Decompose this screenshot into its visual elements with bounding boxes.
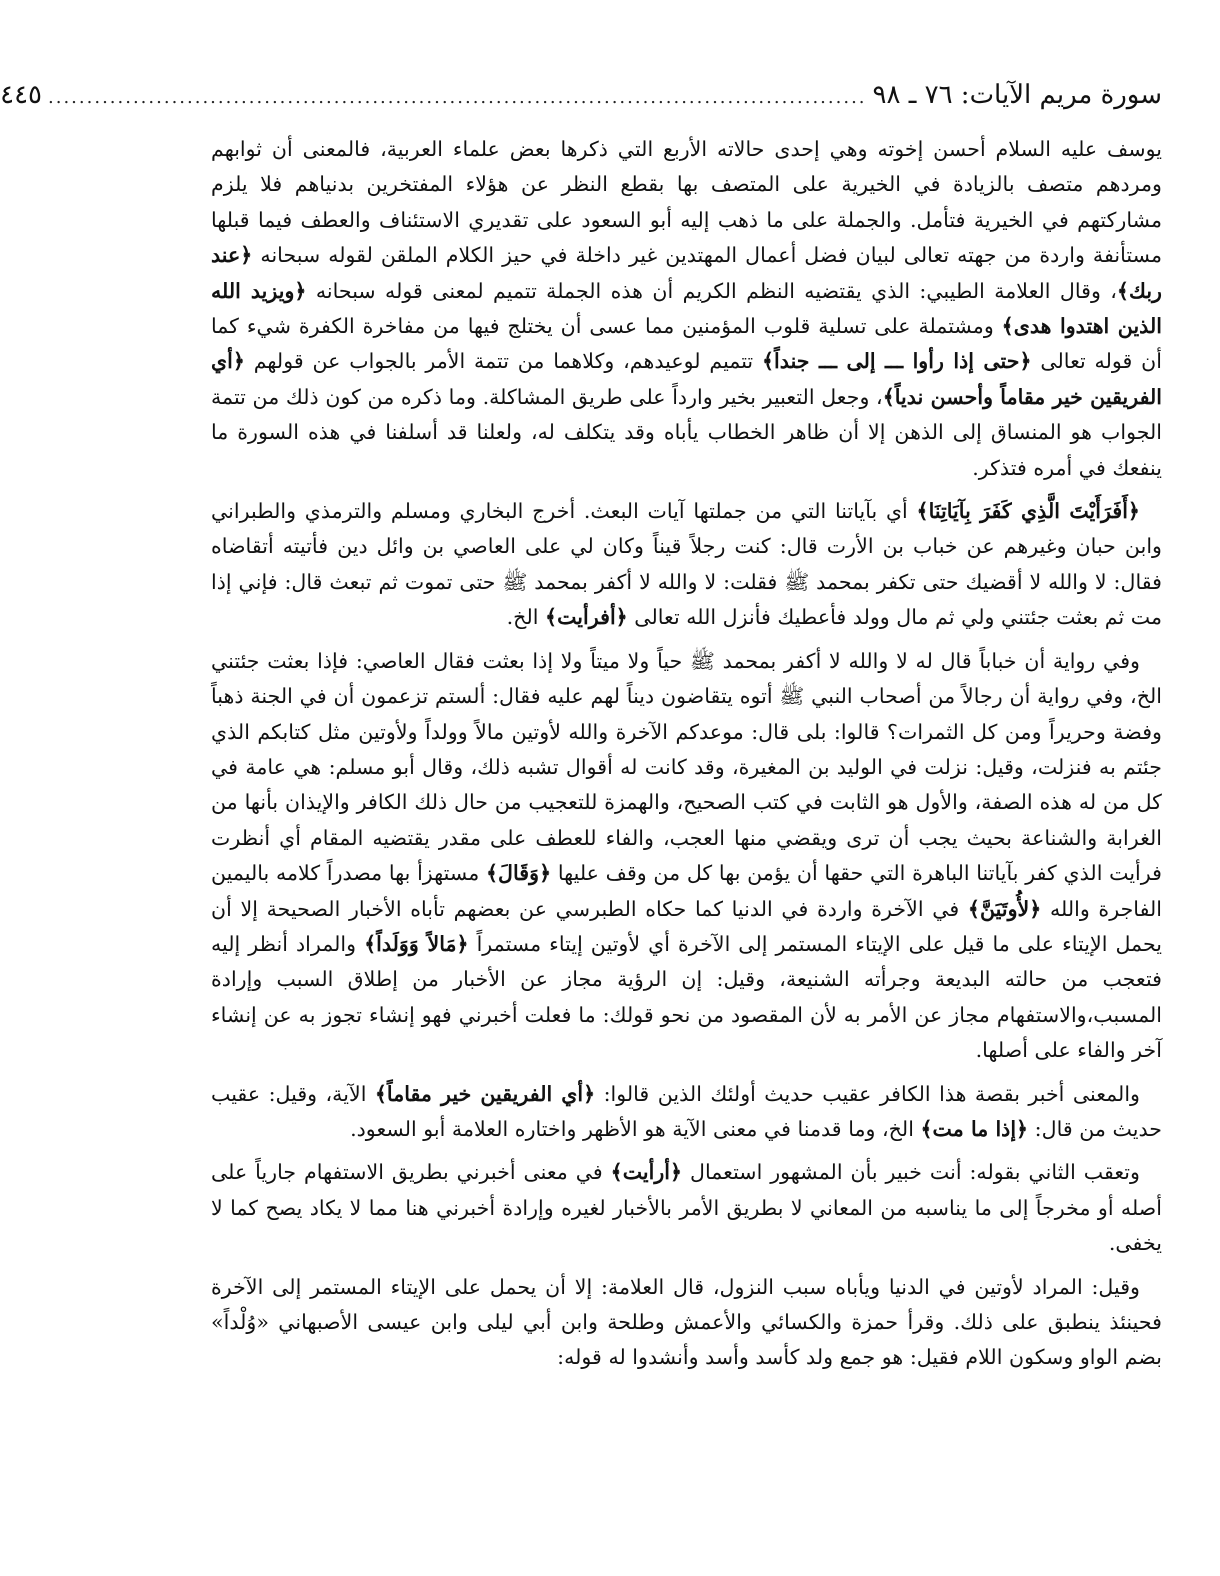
quran-quote: ﴿إذا ما مت﴾ [920, 1116, 1029, 1141]
page-number: ٤٤٥ [0, 80, 43, 110]
paragraph-text: وتعقب الثاني بقوله: أنت خبير بأن المشهور استعمال [682, 1160, 1140, 1185]
paragraph-text: والمعنى أخبر بقصة هذا الكافر عقيب حديث أولئك الذين قالوا: [595, 1081, 1140, 1106]
book-page [0, 70, 1163, 1536]
paragraph [211, 1077, 1162, 1148]
paragraph [211, 644, 1162, 1069]
sura-title: سورة مريم الآيات: ٧٦ ـ ٩٨ [872, 80, 1162, 110]
paragraph-text: في معنى أخبرني بطريق الاستفهام جارياً على أصله أو مخرجاً إلى ما يناسبه من المعاني لا بطريق الأمر بالأخبار لغيره وإرادة أخبرني هنا مما لا يكاد يصح كما لا يخفى. [211, 1160, 1162, 1256]
paragraph-text: الآية، وقيل: عقيب حديث من قال: [211, 1081, 1162, 1141]
paragraph-text: تتميم لوعيدهم، وكلاهما من تتمة الأمر بالجواب عن قولهم [244, 349, 762, 374]
paragraph-text: ومشتملة على تسلية قلوب المؤمنين مما عسى أن يختلج فيها من مفاخرة الكفرة شيء كما أن قوله تعالى [211, 314, 1163, 374]
quran-quote: ﴿أي الفريقين خير مقاماً﴾ [374, 1081, 596, 1106]
paragraph-text: مستهزأ بها مصدراً كلامه باليمين الفاجرة والله [211, 861, 1162, 921]
paragraph-text: أي بآياتنا التي من جملتها آيات البعث. أخرج البخاري ومسلم والترمذي والطبراني وابن حبان وغيرهم عن خباب بن الأرت قال: كنت رجلاً قيناً وكان لي على العاصي بن وائل دين فأتيته أتقاضاه فقال: لا والله لا أقضيك حتى تكفر بمحمد ﷺ فقلت: لا والله لا أكفر بمحمد ﷺ حتى تموت ثم تبعث قال: فإني إذا مت ثم بعثت جئتني ولي ثم مال وولد فأعطيك فأنزل الله تعالى [211, 499, 1162, 630]
paragraph-text: ، وجعل التعبير بخير وارداً على طريق المشاكلة. وما ذكره من كون ذلك من تتمة الجواب هو المنساق إلى الذهن إلا أن ظاهر الخطاب يأباه وقد يتكلف له، ولعلنا قد أسلفنا في هذه السورة ما ينفعك في أمره فتذكر. [211, 384, 1162, 480]
paragraph [211, 1270, 1162, 1376]
paragraph-text: الخ، وما قدمنا في معنى الآية هو الأظهر واختاره العلامة أبو السعود. [350, 1116, 921, 1141]
paragraph-text: والمراد أنظر إليه فتعجب من حالته البديعة وجرأته الشنيعة، وقيل: إن الرؤية مجاز عن الأخبار من إطلاق السبب وإرادة المسبب،والاستفهام مجاز عن الأمر به لأن المقصود من نحو قولك: ما فعلت أخبرني فهو إنشاء تجوز به عن إنشاء آخر والفاء على أصلها. [211, 931, 1162, 1063]
paragraph [211, 132, 1162, 486]
paragraph-text: الخ. [506, 605, 546, 630]
paragraph-text: وفي رواية أن خباباً قال له لا والله لا أكفر بمحمد ﷺ حياً ولا ميتاً ولا إذا بعثت فقال العاصي: فإذا بعثت جئتني الخ، وفي رواية أن رجالاً من أصحاب النبي ﷺ أتوه يتقاضون ديناً لهم عليه فقال: ألستم تزعمون أن في الجنة ذهباً وفضة وحريراً ومن كل الثمرات؟ قالوا: بلى قال: موعدكم الآخرة والله لأوتين مالاً وولداً ولأوتين مثل كتابكم الذي جئتم به فنزلت، وقيل: نزلت في الوليد بن المغيرة، وقد كانت له أقوال تشبه ذلك، وقال أبو مسلم: هي عامة في كل من له هذه الصفة، والأول هو الثابت في كتب الصحيح، والهمزة للتعجيب من حال ذلك الكافر والإيذان بأنها من الغرابة والشناعة بحيث يجب أن ترى ويقضي منها العجب، والفاء للعطف على مقدر يقتضيه المقام أي أنظرت فرأيت الذي كفر بآياتنا الباهرة التي حقها أن يؤمن بها كل من وقف عليها [211, 648, 1162, 886]
quran-quote: ﴿عند ربك﴾ [211, 243, 1163, 303]
running-header [0, 70, 1162, 124]
quran-quote: ﴿ويزيد الله الذين اهتدوا هدى﴾ [211, 278, 1162, 339]
quran-quote: ﴿أرأيت﴾ [610, 1160, 683, 1185]
quran-quote: ﴿حتى إذا رأوا ـــ إلى ـــ جنداً﴾ [761, 349, 1032, 374]
paragraph [211, 494, 1162, 636]
quran-quote: ﴿مَالاً وَوَلَداً﴾ [364, 931, 469, 956]
quran-quote: ﴿أَفَرَأَيْتَ الَّذِي كَفَرَ بِآيَاتِنَا﴾ [916, 499, 1140, 524]
quran-quote: ﴿أفرأيت﴾ [545, 605, 628, 630]
body-text [211, 132, 1162, 1376]
quran-quote: ﴿أي الفريقين خير مقاماً وأحسن ندياً﴾ [211, 349, 1162, 409]
paragraph [211, 1155, 1162, 1261]
paragraph-text: في الآخرة واردة في الدنيا كما حكاه الطبرسي عن بعضهم تأباه الأخبار الصحيحة إلا أن يحمل الإيتاء على ما قيل على الإيتاء المستمر إلى الآخرة أي لأوتين إيتاء مستمراً [211, 896, 1162, 956]
paragraph-text: يوسف عليه السلام أحسن إخوته وهي إحدى حالاته الأربع التي ذكرها بعض علماء العربية، فالمعنى أن ثوابهم ومردهم متصف بالزيادة في الخيرية على المتصف بها بقطع النظر عن هؤلاء المفتخرين بدنياهم فلا يلزم مشاركتهم في الخيرية فتأمل. والجملة على ما ذهب إليه أبو السعود على تقديري الاستئناف والعطف فيما قبلها مستأنفة واردة من جهته تعالى لبيان فضل أعمال المهتدين غير داخلة في حيز الكلام الملقن لقوله سبحانه [211, 137, 1162, 268]
quran-quote: ﴿وَقَالَ﴾ [485, 861, 552, 886]
paragraph-text: وقيل: المراد لأوتين في الدنيا ويأباه سبب النزول، قال العلامة: إلا أن يحمل على الإيتاء المستمر إلى الآخرة فحينئذ ينطبق على ذلك. وقرأ حمزة والكسائي والأعمش وطلحة وابن أبي ليلى وابن عيسى الأصبهاني «وُلْداً» بضم الواو وسكون اللام فقيل: هو جمع ولد كأسد وأسد وأنشدوا له قوله: [211, 1274, 1162, 1370]
paragraph-text: ، وقال العلامة الطيبي: الذي يقتضيه النظم الكريم أن هذه الجملة تتميم لمعنى قوله سبحانه [306, 278, 1117, 303]
quran-quote: ﴿لأُوتَيَنَّ﴾ [967, 896, 1042, 921]
dot-leader: .......................................................................................................... [48, 87, 867, 108]
